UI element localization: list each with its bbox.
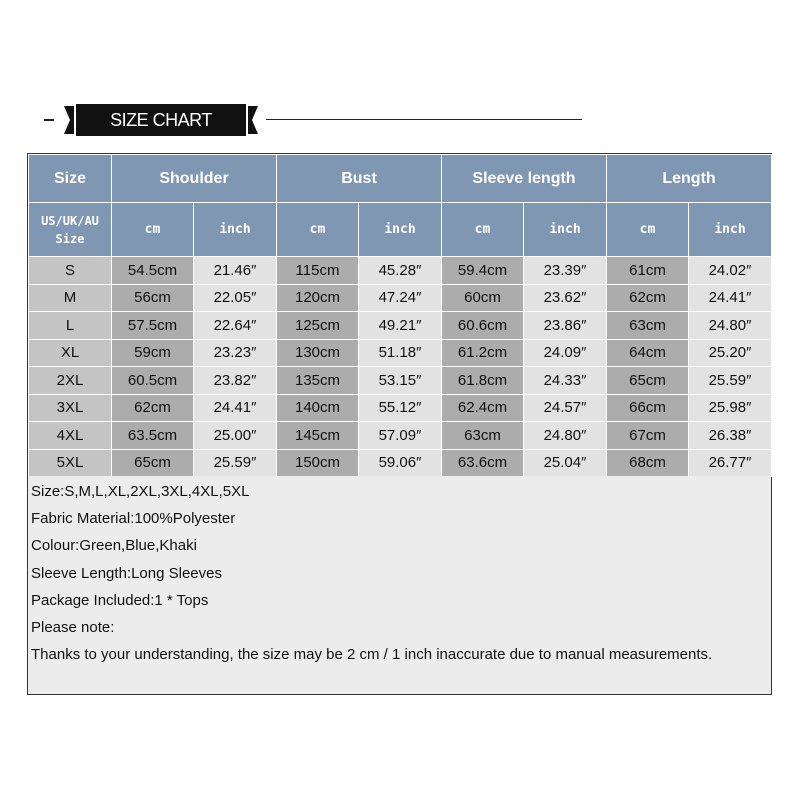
cell-shoulder-inch: 25.00″ xyxy=(194,422,277,450)
cell-shoulder-cm: 54.5cm xyxy=(112,257,194,285)
unit-inch: inch xyxy=(194,203,277,257)
cell-length-cm: 65cm xyxy=(607,367,689,395)
cell-size: 3XL xyxy=(29,394,112,422)
cell-length-cm: 63cm xyxy=(607,312,689,340)
unit-cm: cm xyxy=(277,203,359,257)
note-sleeve: Sleeve Length:Long Sleeves xyxy=(31,564,222,582)
header-region-size xyxy=(29,203,112,257)
cell-bust-inch: 59.06″ xyxy=(359,449,442,477)
table-row xyxy=(29,312,772,340)
cell-length-inch: 26.38″ xyxy=(689,422,772,450)
cell-shoulder-inch: 24.41″ xyxy=(194,394,277,422)
cell-length-cm: 62cm xyxy=(607,284,689,312)
table-row xyxy=(29,394,772,422)
cell-shoulder-inch: 23.82″ xyxy=(194,367,277,395)
cell-bust-inch: 57.09″ xyxy=(359,422,442,450)
product-notes xyxy=(28,476,771,694)
unit-inch: inch xyxy=(689,203,772,257)
cell-size: 5XL xyxy=(29,449,112,477)
note-colour: Colour:Green,Blue,Khaki xyxy=(31,537,197,555)
cell-sleeve-inch: 25.04″ xyxy=(524,449,607,477)
note-sizes: Size:S,M,L,XL,2XL,3XL,4XL,5XL xyxy=(31,483,250,500)
cell-size: 2XL xyxy=(29,367,112,395)
table-row xyxy=(29,449,772,477)
unit-cm: cm xyxy=(112,203,194,257)
size-chart-banner xyxy=(40,100,600,140)
cell-shoulder-inch: 22.05″ xyxy=(194,284,277,312)
cell-length-cm: 67cm xyxy=(607,422,689,450)
cell-length-inch: 25.98″ xyxy=(689,394,772,422)
cell-bust-inch: 45.28″ xyxy=(359,257,442,285)
banner-ribbon-right xyxy=(248,106,258,134)
cell-sleeve-cm: 63.6cm xyxy=(442,449,524,477)
table-row xyxy=(29,284,772,312)
banner-line-right xyxy=(266,119,582,120)
cell-bust-inch: 53.15″ xyxy=(359,367,442,395)
cell-bust-cm: 125cm xyxy=(277,312,359,340)
table-row xyxy=(29,367,772,395)
header-row-units xyxy=(29,203,772,257)
cell-sleeve-inch: 24.57″ xyxy=(524,394,607,422)
cell-length-inch: 25.59″ xyxy=(689,367,772,395)
cell-shoulder-cm: 62cm xyxy=(112,394,194,422)
cell-sleeve-cm: 60.6cm xyxy=(442,312,524,340)
header-sleeve-length: Sleeve length xyxy=(442,155,607,203)
size-table-body xyxy=(29,257,772,477)
cell-length-inch: 26.77″ xyxy=(689,449,772,477)
cell-size: XL xyxy=(29,339,112,367)
table-row xyxy=(29,257,772,285)
cell-bust-cm: 115cm xyxy=(277,257,359,285)
cell-sleeve-cm: 63cm xyxy=(442,422,524,450)
cell-length-cm: 68cm xyxy=(607,449,689,477)
cell-shoulder-cm: 65cm xyxy=(112,449,194,477)
cell-shoulder-cm: 63.5cm xyxy=(112,422,194,450)
cell-bust-inch: 51.18″ xyxy=(359,339,442,367)
cell-length-inch: 24.02″ xyxy=(689,257,772,285)
size-table xyxy=(28,154,772,477)
cell-size: L xyxy=(29,312,112,340)
note-fabric: Fabric Material:100%Polyester xyxy=(31,510,236,528)
cell-shoulder-cm: 56cm xyxy=(112,284,194,312)
cell-bust-inch: 49.21″ xyxy=(359,312,442,340)
cell-length-inch: 25.20″ xyxy=(689,339,772,367)
cell-sleeve-inch: 23.62″ xyxy=(524,284,607,312)
cell-shoulder-inch: 21.46″ xyxy=(194,257,277,285)
cell-bust-inch: 55.12″ xyxy=(359,394,442,422)
banner-ribbon-left xyxy=(64,106,74,134)
cell-shoulder-inch: 25.59″ xyxy=(194,449,277,477)
cell-sleeve-inch: 24.80″ xyxy=(524,422,607,450)
cell-shoulder-inch: 23.23″ xyxy=(194,339,277,367)
unit-cm: cm xyxy=(607,203,689,257)
cell-length-cm: 64cm xyxy=(607,339,689,367)
cell-shoulder-cm: 60.5cm xyxy=(112,367,194,395)
cell-bust-cm: 140cm xyxy=(277,394,359,422)
cell-sleeve-cm: 61.8cm xyxy=(442,367,524,395)
note-disclaimer: Thanks to your understanding, the size may be 2 cm / 1 inch inaccurate due to manual measurements. xyxy=(31,646,713,664)
banner-dash-left xyxy=(44,119,54,121)
header-shoulder: Shoulder xyxy=(112,155,277,203)
cell-bust-cm: 120cm xyxy=(277,284,359,312)
header-size: Size xyxy=(29,155,112,203)
cell-shoulder-cm: 57.5cm xyxy=(112,312,194,340)
table-row xyxy=(29,422,772,450)
unit-inch: inch xyxy=(524,203,607,257)
cell-bust-cm: 130cm xyxy=(277,339,359,367)
cell-sleeve-inch: 24.33″ xyxy=(524,367,607,395)
cell-length-inch: 24.80″ xyxy=(689,312,772,340)
unit-cm: cm xyxy=(442,203,524,257)
cell-length-cm: 61cm xyxy=(607,257,689,285)
cell-bust-cm: 135cm xyxy=(277,367,359,395)
cell-sleeve-cm: 62.4cm xyxy=(442,394,524,422)
cell-sleeve-cm: 60cm xyxy=(442,284,524,312)
cell-sleeve-inch: 24.09″ xyxy=(524,339,607,367)
cell-length-cm: 66cm xyxy=(607,394,689,422)
cell-length-inch: 24.41″ xyxy=(689,284,772,312)
cell-shoulder-inch: 22.64″ xyxy=(194,312,277,340)
cell-bust-inch: 47.24″ xyxy=(359,284,442,312)
cell-bust-cm: 150cm xyxy=(277,449,359,477)
cell-bust-cm: 145cm xyxy=(277,422,359,450)
table-row xyxy=(29,339,772,367)
cell-shoulder-cm: 59cm xyxy=(112,339,194,367)
banner-title: SIZE CHART xyxy=(76,104,246,136)
cell-sleeve-inch: 23.86″ xyxy=(524,312,607,340)
note-please-note: Please note: xyxy=(31,619,115,637)
cell-size: M xyxy=(29,284,112,312)
cell-size: 4XL xyxy=(29,422,112,450)
header-region-sub: Size xyxy=(55,231,85,246)
header-length: Length xyxy=(607,155,772,203)
header-bust: Bust xyxy=(277,155,442,203)
header-row-measurements xyxy=(29,155,772,203)
cell-sleeve-inch: 23.39″ xyxy=(524,257,607,285)
note-package: Package Included:1 * Tops xyxy=(31,591,209,609)
unit-inch: inch xyxy=(359,203,442,257)
cell-sleeve-cm: 61.2cm xyxy=(442,339,524,367)
header-region-label: US/UK/AU xyxy=(41,213,99,228)
cell-size: S xyxy=(29,257,112,285)
cell-sleeve-cm: 59.4cm xyxy=(442,257,524,285)
